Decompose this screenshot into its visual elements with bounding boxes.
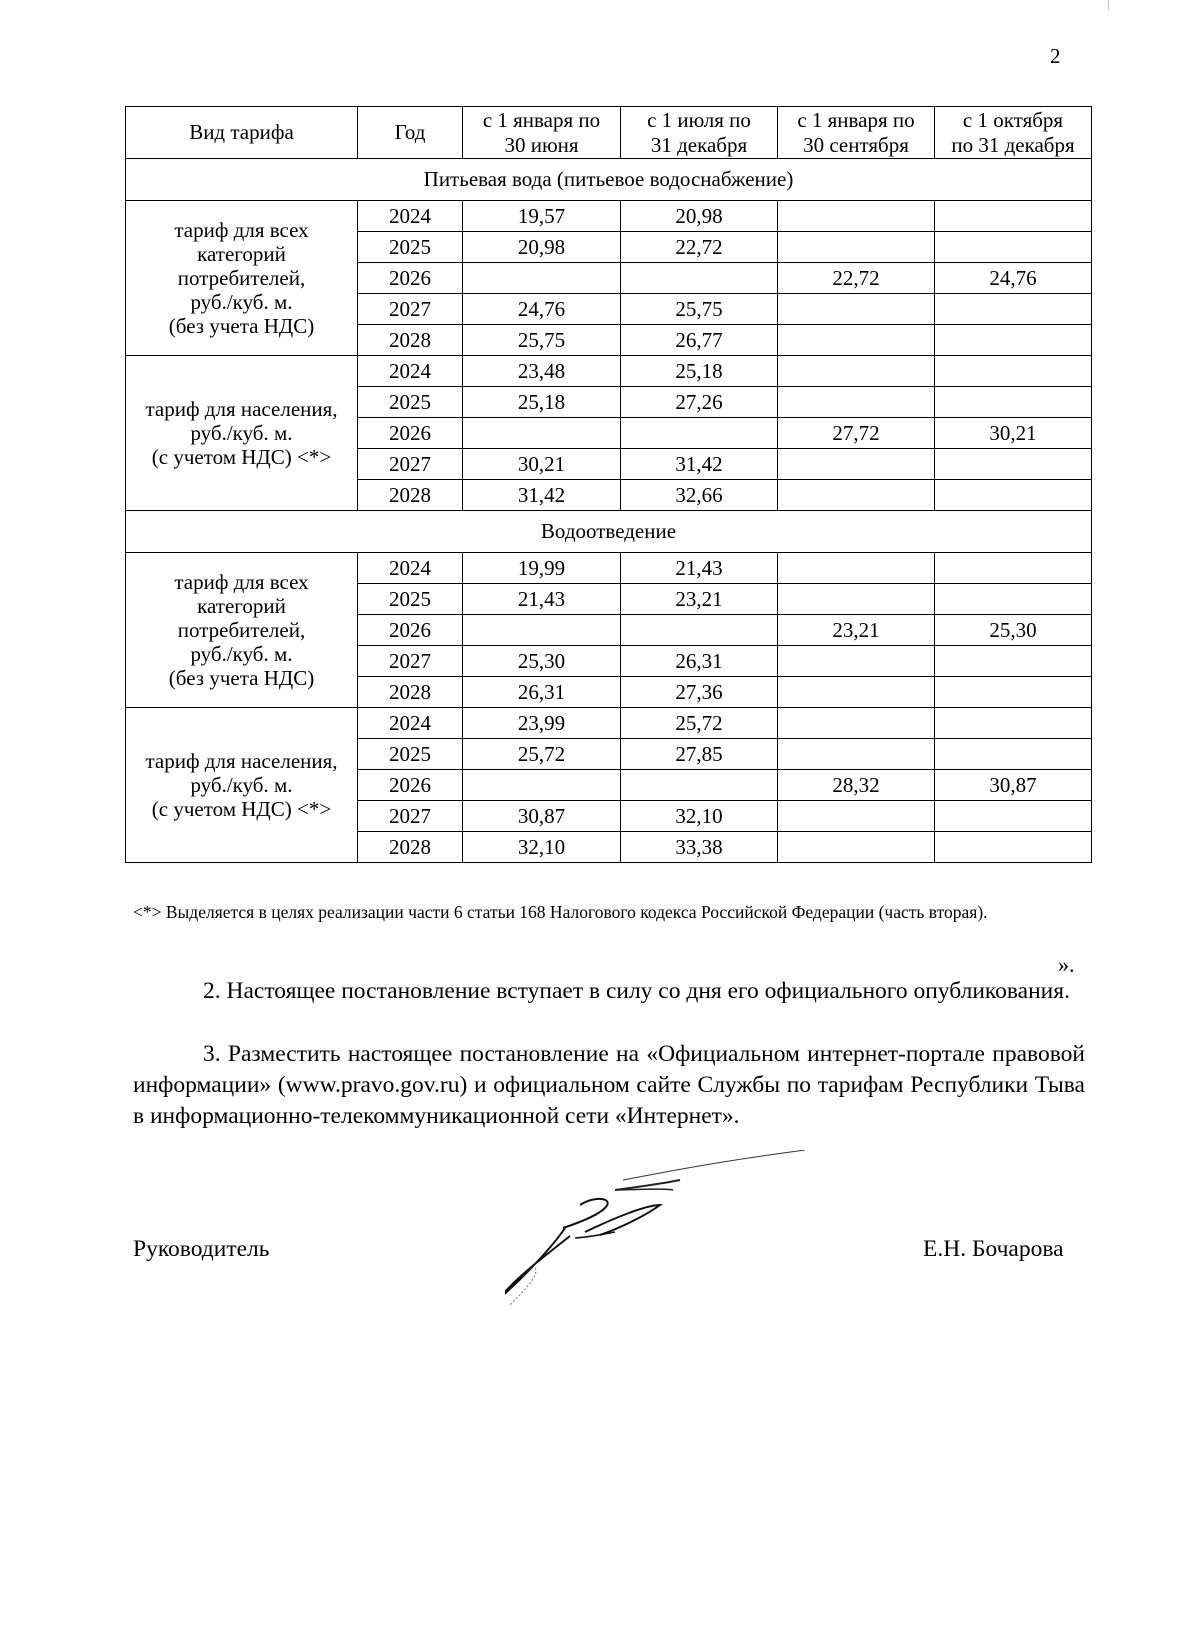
tariff-value: 25,75 (463, 325, 621, 356)
tariff-value: 23,48 (463, 356, 621, 387)
tariff-value: 23,21 (778, 615, 935, 646)
tariff-value: 24,76 (935, 263, 1092, 294)
tariff-value (621, 418, 778, 449)
tariff-value (463, 263, 621, 294)
tariff-value (778, 739, 935, 770)
year-cell: 2028 (358, 677, 463, 708)
tariff-value (935, 449, 1092, 480)
tariff-value: 30,87 (935, 770, 1092, 801)
section-title: Водоотведение (126, 511, 1092, 553)
tariff-value: 25,72 (463, 739, 621, 770)
tariff-value: 31,42 (621, 449, 778, 480)
tariff-value (935, 677, 1092, 708)
tariff-value (935, 387, 1092, 418)
tariff-category-line: тариф для всех (174, 217, 309, 242)
tariff-value: 32,66 (621, 480, 778, 511)
tariff-value (778, 294, 935, 325)
tariff-value: 33,38 (621, 832, 778, 863)
header-cell-text: 31 декабря (650, 132, 748, 157)
year-cell: 2025 (358, 232, 463, 263)
year-cell: 2026 (358, 770, 463, 801)
tariff-value (621, 263, 778, 294)
tariff-value: 26,77 (621, 325, 778, 356)
tariff-value: 22,72 (621, 232, 778, 263)
tariff-category (126, 201, 358, 356)
tariff-value (778, 553, 935, 584)
tariff-value: 30,21 (935, 418, 1092, 449)
tariff-value: 25,18 (621, 356, 778, 387)
tariff-value: 22,72 (778, 263, 935, 294)
tariff-value: 23,21 (621, 584, 778, 615)
tariff-value (778, 801, 935, 832)
year-cell: 2024 (358, 708, 463, 739)
tariff-value: 20,98 (621, 201, 778, 232)
tariff-value: 21,43 (463, 584, 621, 615)
tariff-value: 28,32 (778, 770, 935, 801)
tariff-value (778, 356, 935, 387)
header-cell-text: с 1 июля по (647, 107, 751, 132)
tariff-value (778, 708, 935, 739)
tariff-value (778, 325, 935, 356)
tariff-value (935, 232, 1092, 263)
tariff-value: 32,10 (621, 801, 778, 832)
header-cell (778, 107, 935, 159)
tariff-value: 23,99 (463, 708, 621, 739)
tariff-value: 19,57 (463, 201, 621, 232)
footnote: <*> Выделяется в целях реализации части 6 статьи 168 Налогового кодекса Российской Федерации (часть вторая). (133, 902, 988, 922)
tariff-value: 27,26 (621, 387, 778, 418)
tariff-value (463, 418, 621, 449)
signer-title: Руководитель (133, 1236, 270, 1262)
tariff-value (778, 387, 935, 418)
tariff-value (935, 708, 1092, 739)
tariff-value: 26,31 (621, 646, 778, 677)
table-row (126, 708, 1092, 739)
tariff-value (935, 294, 1092, 325)
header-cell (621, 107, 778, 159)
header-cell (126, 107, 358, 159)
tariff-category-line: категорий (197, 241, 286, 266)
year-cell: 2025 (358, 387, 463, 418)
tariff-value (935, 325, 1092, 356)
tariff-category (126, 553, 358, 708)
tariff-value: 20,98 (463, 232, 621, 263)
year-cell: 2028 (358, 832, 463, 863)
year-cell: 2025 (358, 584, 463, 615)
tariff-value: 26,31 (463, 677, 621, 708)
header-cell (463, 107, 621, 159)
tariff-value (935, 739, 1092, 770)
year-cell: 2024 (358, 201, 463, 232)
handwritten-signature (505, 1150, 815, 1310)
year-cell: 2028 (358, 480, 463, 511)
year-cell: 2026 (358, 418, 463, 449)
table-row (126, 201, 1092, 232)
tariff-table (125, 106, 1092, 863)
year-cell: 2026 (358, 615, 463, 646)
tariff-value: 32,10 (463, 832, 621, 863)
section-row (126, 511, 1092, 553)
tariff-category-line: тариф для всех (174, 569, 309, 594)
section-title: Питьевая вода (питьевое водоснабжение) (126, 159, 1092, 201)
tariff-value (778, 232, 935, 263)
scan-edge-mark (1108, 0, 1109, 10)
header-cell-text: Год (394, 120, 426, 145)
year-cell: 2027 (358, 646, 463, 677)
tariff-value (778, 677, 935, 708)
tariff-category-line: руб./куб. м. (190, 642, 293, 667)
tariff-value (935, 801, 1092, 832)
year-cell: 2027 (358, 294, 463, 325)
table-row (126, 553, 1092, 584)
tariff-category-line: (без учета НДС) (168, 666, 315, 691)
tariff-value: 27,36 (621, 677, 778, 708)
tariff-value (935, 553, 1092, 584)
tariff-category-line: тариф для населения, (145, 748, 338, 773)
header-cell (358, 107, 463, 159)
header-cell (935, 107, 1092, 159)
tariff-value (935, 480, 1092, 511)
tariff-value: 25,72 (621, 708, 778, 739)
year-cell: 2028 (358, 325, 463, 356)
page-number: 2 (1050, 44, 1061, 68)
paragraph-publication: 3. Разместить настоящее постановление на «Официальном интернет-портале правовой информации» (www.pravo.gov.ru) и официальном сайте Службы по тарифам Республики Тыва в информационно-телекоммуникационной сети «Интернет». (133, 1041, 1085, 1129)
tariff-value (935, 356, 1092, 387)
header-cell-text: с 1 января по (482, 107, 601, 132)
section-row (126, 159, 1092, 201)
tariff-category-line: руб./куб. м. (190, 290, 293, 315)
year-cell: 2024 (358, 356, 463, 387)
tariff-value: 19,99 (463, 553, 621, 584)
tariff-value: 30,21 (463, 449, 621, 480)
year-cell: 2024 (358, 553, 463, 584)
header-cell-text: 30 июня (504, 132, 579, 157)
year-cell: 2027 (358, 801, 463, 832)
tariff-value (935, 646, 1092, 677)
year-cell: 2026 (358, 263, 463, 294)
tariff-value (621, 770, 778, 801)
tariff-category-line: (с учетом НДС) <*> (151, 445, 332, 470)
signer-name: Е.Н. Бочарова (923, 1236, 1064, 1262)
tariff-category-line: потребителей, (177, 617, 306, 642)
closing-quote: ». (1058, 952, 1075, 977)
header-cell-text: по 31 декабря (951, 132, 1075, 157)
tariff-value: 24,76 (463, 294, 621, 325)
tariff-value (778, 584, 935, 615)
header-cell-text: 30 сентября (803, 132, 909, 157)
tariff-value: 27,85 (621, 739, 778, 770)
tariff-category-line: руб./куб. м. (190, 772, 293, 797)
tariff-value: 31,42 (463, 480, 621, 511)
tariff-value: 21,43 (621, 553, 778, 584)
tariff-value (935, 832, 1092, 863)
paragraph-effective-date: 2. Настоящее постановление вступает в силу со дня его официального опубликования. (203, 978, 1070, 1004)
tariff-value (778, 449, 935, 480)
table-header-row (126, 107, 1092, 159)
table-row (126, 356, 1092, 387)
header-cell-text: с 1 октября (962, 107, 1064, 132)
tariff-category (126, 356, 358, 511)
tariff-category (126, 708, 358, 863)
tariff-value: 25,75 (621, 294, 778, 325)
tariff-value (463, 615, 621, 646)
tariff-value (778, 201, 935, 232)
tariff-value: 25,18 (463, 387, 621, 418)
tariff-category-line: тариф для населения, (145, 396, 338, 421)
tariff-value (935, 201, 1092, 232)
tariff-category-line: (без учета НДС) (168, 314, 315, 339)
tariff-category-line: (с учетом НДС) <*> (151, 797, 332, 822)
tariff-category-line: категорий (197, 593, 286, 618)
header-cell-text: Вид тарифа (189, 120, 294, 145)
tariff-value (935, 584, 1092, 615)
tariff-value: 30,87 (463, 801, 621, 832)
tariff-value (778, 832, 935, 863)
tariff-value (621, 615, 778, 646)
header-cell-text: с 1 января по (797, 107, 915, 132)
tariff-category-line: руб./куб. м. (190, 420, 293, 445)
tariff-value: 25,30 (935, 615, 1092, 646)
tariff-value (463, 770, 621, 801)
tariff-value: 27,72 (778, 418, 935, 449)
tariff-value (778, 480, 935, 511)
year-cell: 2025 (358, 739, 463, 770)
tariff-value (778, 646, 935, 677)
year-cell: 2027 (358, 449, 463, 480)
tariff-value: 25,30 (463, 646, 621, 677)
tariff-category-line: потребителей, (177, 265, 306, 290)
